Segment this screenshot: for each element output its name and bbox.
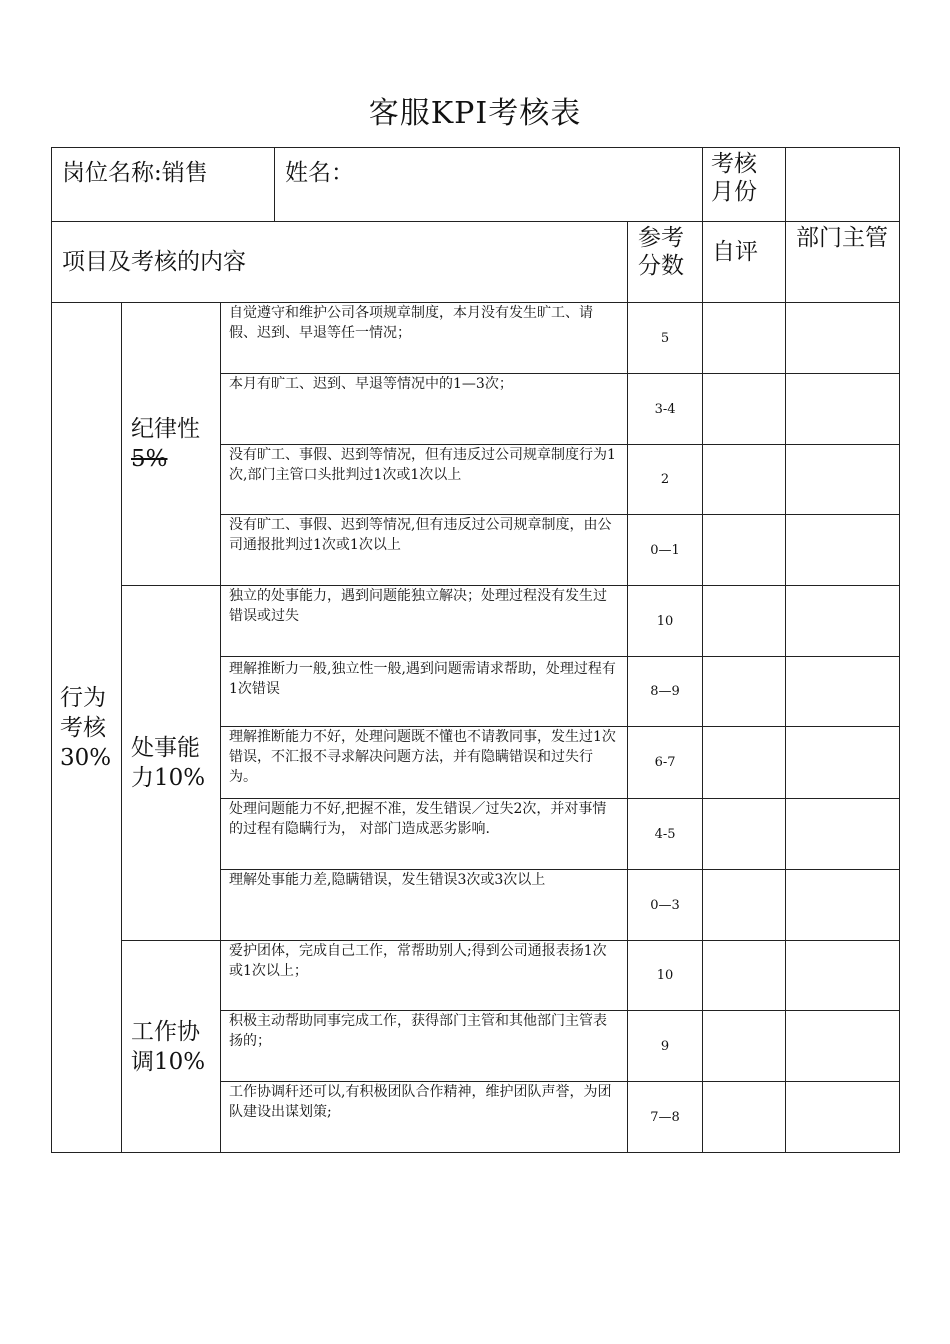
reference-score: 3-4 — [628, 374, 703, 445]
self-evaluation-input-cell[interactable] — [703, 1082, 786, 1153]
self-evaluation-input-cell[interactable] — [703, 445, 786, 515]
self-evaluation-input-cell[interactable] — [703, 303, 786, 374]
content-header-label: 项目及考核的内容 — [62, 249, 246, 275]
reference-score-header-cell — [628, 222, 703, 303]
review-month-label: 考核月份 — [711, 151, 758, 205]
criterion-description: 本月有旷工、迟到、早退等情况中的1—3次； — [221, 374, 628, 445]
manager-evaluation-input-cell[interactable] — [786, 1011, 900, 1082]
self-evaluation-input-cell[interactable] — [703, 870, 786, 941]
discipline-group-weight: 5% — [131, 446, 168, 472]
manager-evaluation-input-cell[interactable] — [786, 1082, 900, 1153]
employee-name-label: 姓名： — [285, 160, 355, 186]
header-row-position — [52, 148, 900, 222]
work-coordination-group-cell — [122, 941, 221, 1153]
criterion-description: 理解推断力一般,独立性一般,遇到问题需请求帮助，处理过程有1次错误 — [221, 657, 628, 727]
handling-ability-group-name: 处事能力10% — [131, 735, 206, 791]
reference-score: 8—9 — [628, 657, 703, 727]
table-row — [52, 941, 900, 1011]
manager-evaluation-input-cell[interactable] — [786, 303, 900, 374]
discipline-group-name: 纪律性 — [131, 416, 200, 442]
manager-header-cell — [786, 222, 900, 303]
manager-evaluation-input-cell[interactable] — [786, 870, 900, 941]
reference-score-header-label: 参考分数 — [638, 225, 685, 279]
criterion-description: 没有旷工、事假、迟到等情况，但有违反过公司规章制度行为1次,部门主管口头批判过1次或1次以上 — [221, 445, 628, 515]
manager-evaluation-input-cell[interactable] — [786, 657, 900, 727]
manager-header-label: 部门主管 — [796, 225, 889, 251]
handling-ability-group-cell — [122, 586, 221, 941]
document-title: 客服KPI考核表 — [368, 96, 582, 131]
self-evaluation-input-cell[interactable] — [703, 515, 786, 586]
work-coordination-group-name: 工作协调10% — [131, 1018, 206, 1075]
position-name-label: 岗位名称:销售 — [62, 160, 208, 186]
criterion-description: 积极主动帮助同事完成工作，获得部门主管和其他部门主管表扬的； — [221, 1011, 628, 1082]
table-row — [52, 303, 900, 374]
reference-score: 10 — [628, 586, 703, 657]
kpi-table — [51, 147, 900, 1153]
review-month-value-cell[interactable] — [786, 148, 900, 222]
self-evaluation-input-cell[interactable] — [703, 657, 786, 727]
reference-score: 4-5 — [628, 799, 703, 870]
self-evaluation-input-cell[interactable] — [703, 374, 786, 445]
reference-score: 7—8 — [628, 1082, 703, 1153]
manager-evaluation-input-cell[interactable] — [786, 374, 900, 445]
self-evaluation-input-cell[interactable] — [703, 727, 786, 799]
manager-evaluation-input-cell[interactable] — [786, 586, 900, 657]
criterion-description: 工作协调秆还可以,有积极团队合作精神，维护团队声誉，为团队建设出谋划策; — [221, 1082, 628, 1153]
discipline-group-cell — [122, 303, 221, 586]
criterion-description: 没有旷工、事假、迟到等情况,但有违反过公司规章制度，由公司通报批判过1次或1次以上 — [221, 515, 628, 586]
reference-score: 6-7 — [628, 727, 703, 799]
reference-score: 0—3 — [628, 870, 703, 941]
criterion-description: 处理问题能力不好,把握不准，发生错误／过失2次，并对事情的过程有隐瞒行为， 对部门造成恶劣影响. — [221, 799, 628, 870]
behavior-category-label: 行为考核30% — [60, 684, 112, 771]
table-row — [52, 586, 900, 657]
header-row-columns — [52, 222, 900, 303]
reference-score: 2 — [628, 445, 703, 515]
manager-evaluation-input-cell[interactable] — [786, 445, 900, 515]
position-name-cell — [52, 148, 275, 222]
criterion-description: 理解处事能力差,隐瞒错误，发生错误3次或3次以上 — [221, 870, 628, 941]
review-month-label-cell — [703, 148, 786, 222]
criterion-description: 独立的处事能力，遇到问题能独立解决；处理过程没有发生过错误或过失 — [221, 586, 628, 657]
manager-evaluation-input-cell[interactable] — [786, 515, 900, 586]
reference-score: 5 — [628, 303, 703, 374]
manager-evaluation-input-cell[interactable] — [786, 941, 900, 1011]
self-evaluation-input-cell[interactable] — [703, 941, 786, 1011]
manager-evaluation-input-cell[interactable] — [786, 727, 900, 799]
self-evaluation-header-cell — [703, 222, 786, 303]
reference-score: 0—1 — [628, 515, 703, 586]
manager-evaluation-input-cell[interactable] — [786, 799, 900, 870]
content-header-cell — [52, 222, 628, 303]
self-evaluation-input-cell[interactable] — [703, 799, 786, 870]
self-evaluation-input-cell[interactable] — [703, 586, 786, 657]
criterion-description: 理解推断能力不好，处理问题既不懂也不请教同事，发生过1次错误，不汇报不寻求解决问题方法，并有隐瞒错误和过失行为。 — [221, 727, 628, 799]
self-evaluation-input-cell[interactable] — [703, 1011, 786, 1082]
self-evaluation-header-label: 自评 — [712, 239, 759, 265]
reference-score: 9 — [628, 1011, 703, 1082]
behavior-category-cell — [52, 303, 122, 1153]
criterion-description: 自觉遵守和维护公司各项规章制度，本月没有发生旷工、请假、迟到、早退等任一情况； — [221, 303, 628, 374]
employee-name-cell[interactable] — [275, 148, 703, 222]
reference-score: 10 — [628, 941, 703, 1011]
criterion-description: 爱护团体，完成自己工作，常帮助别人;得到公司通报表扬1次或1次以上； — [221, 941, 628, 1011]
